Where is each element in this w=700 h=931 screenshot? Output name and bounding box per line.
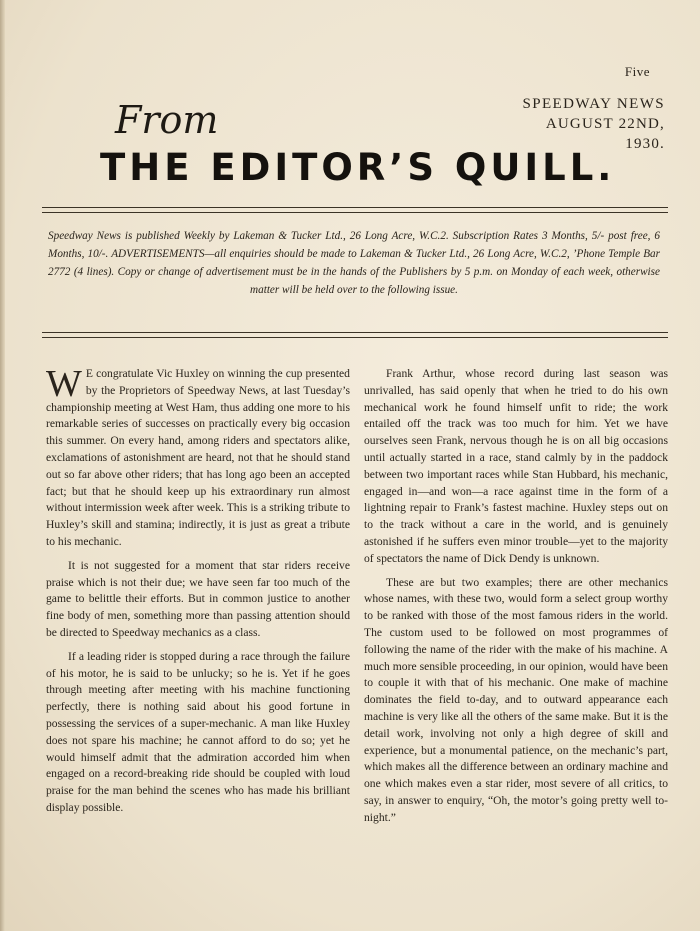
column-title: THE EDITOR’S QUILL. [100, 146, 616, 189]
publication-name: SPEEDWAY NEWS [522, 96, 665, 112]
drop-cap-continuation: E [85, 367, 93, 380]
article-column-left [46, 363, 350, 824]
article-column-right [364, 366, 668, 834]
publisher-notice: Speedway News is published Weekly by Lakeman & Tucker Ltd., 26 Long Acre, W.C.2. Subscription Rates 3 Months, 5/- post free, 6 Months, 10/-. ADVERTISEMENTS—all enquiries should be made to Lakeman & Tucker Ltd., 26 Long Acre, W.C.2, ’Phone Temple Bar 2772 (4 lines). Copy or change of advertisement must be in the hands of the Publishers by 5 p.m. on Monday of each week, otherwise matter will be held over to the following issue. [48, 230, 660, 296]
article-paragraph: These are but two examples; there are other mechanics whose names, with these two, would form a select group worthy to be ranked with those of the most famous riders in the world. The custom used to be followed on most programmes of following the name of the rider with the make of his machine. A much more sensible proceeding, in our opinion, would have been to couple it with that of his mechanic. One make of machine dominates the field to-day, and to outward appearance each machine is very like all the others of the same make. But it is the detail work, involving not only a high degree of skill and experience, but a monumental patience, on the mechanic’s part, which makes all the difference between an ordinary machine and one which makes even a star rider, most severe of all critics, to say, in answer to enquiry, “Oh, the motor’s going pretty well to-night.” [364, 575, 668, 824]
double-rule-bottom [42, 332, 668, 338]
article-paragraph: It is not suggested for a moment that star riders receive praise which is not their due; we have seen far too much of the game to belittle their efforts. But in common justice to another fine body of men, something more than passing attention should be directed to Speedway mechanics as a class. [46, 558, 350, 639]
article-paragraph: Frank Arthur, whose record during last season was unrivalled, has said openly that when he tried to do his own mechanical work he found himself unfit to ride; the work entailed off the track was too much for him. Yet we have ourselves seen Frank, nervous though he is on all big occasions until actually started in a race, stand calmly by in the paddock between two important races while Stan Hubbard, his mechanic, engaged in—and won—a race against time in the form of a lightning repair to Frank’s fastest machine. Huxley steps out on to the track without a care in the world, and is genuinely astonished if he suffers even minor trouble—yet to the majority of spectators the name of Dick Dendy is unknown. [364, 367, 668, 565]
drop-cap: W [46, 363, 82, 405]
page-number: Five [624, 64, 650, 79]
issue-date: AUGUST 22ND, 1930. [545, 116, 665, 152]
article-paragraph [46, 363, 350, 551]
header-from: From [115, 98, 219, 142]
double-rule-top [42, 207, 668, 213]
paragraph-text: congratulate Vic Huxley on winning the cup presented by the Proprietors of Speedway News, at last Tuesday’s championship meeting at West Ham, thus adding one more to his remarkable series of successes on practically every big occasion this summer. On every hand, among riders and spectators alike, exclamations of astonishment are heard, not that he should stand out so far above other riders; that has long ago been an accepted fact; but that he should keep up his extraordinary run almost without intermission week after week. This is a striking tribute to Huxley’s skill and stamina; indirectly, it is just as great a tribute to his mechanic. [46, 367, 350, 548]
article-paragraph: If a leading rider is stopped during a race through the failure of his motor, he is said to be unlucky; so he is. Yet if he goes through meeting after meeting with his machine functioning perfectly, there is nothing said about his good fortune in possessing the services of a super-mechanic. A man like Huxley does not spare his machine; he cannot afford to do so; yet he would himself admit that the admiration accorded him when engaged on a record-breaking ride should be coupled with loud praise for the man behind the scenes who has made his brilliant display possible. [46, 649, 350, 814]
publication-info [505, 94, 665, 154]
page-edge-shadow [0, 0, 5, 931]
